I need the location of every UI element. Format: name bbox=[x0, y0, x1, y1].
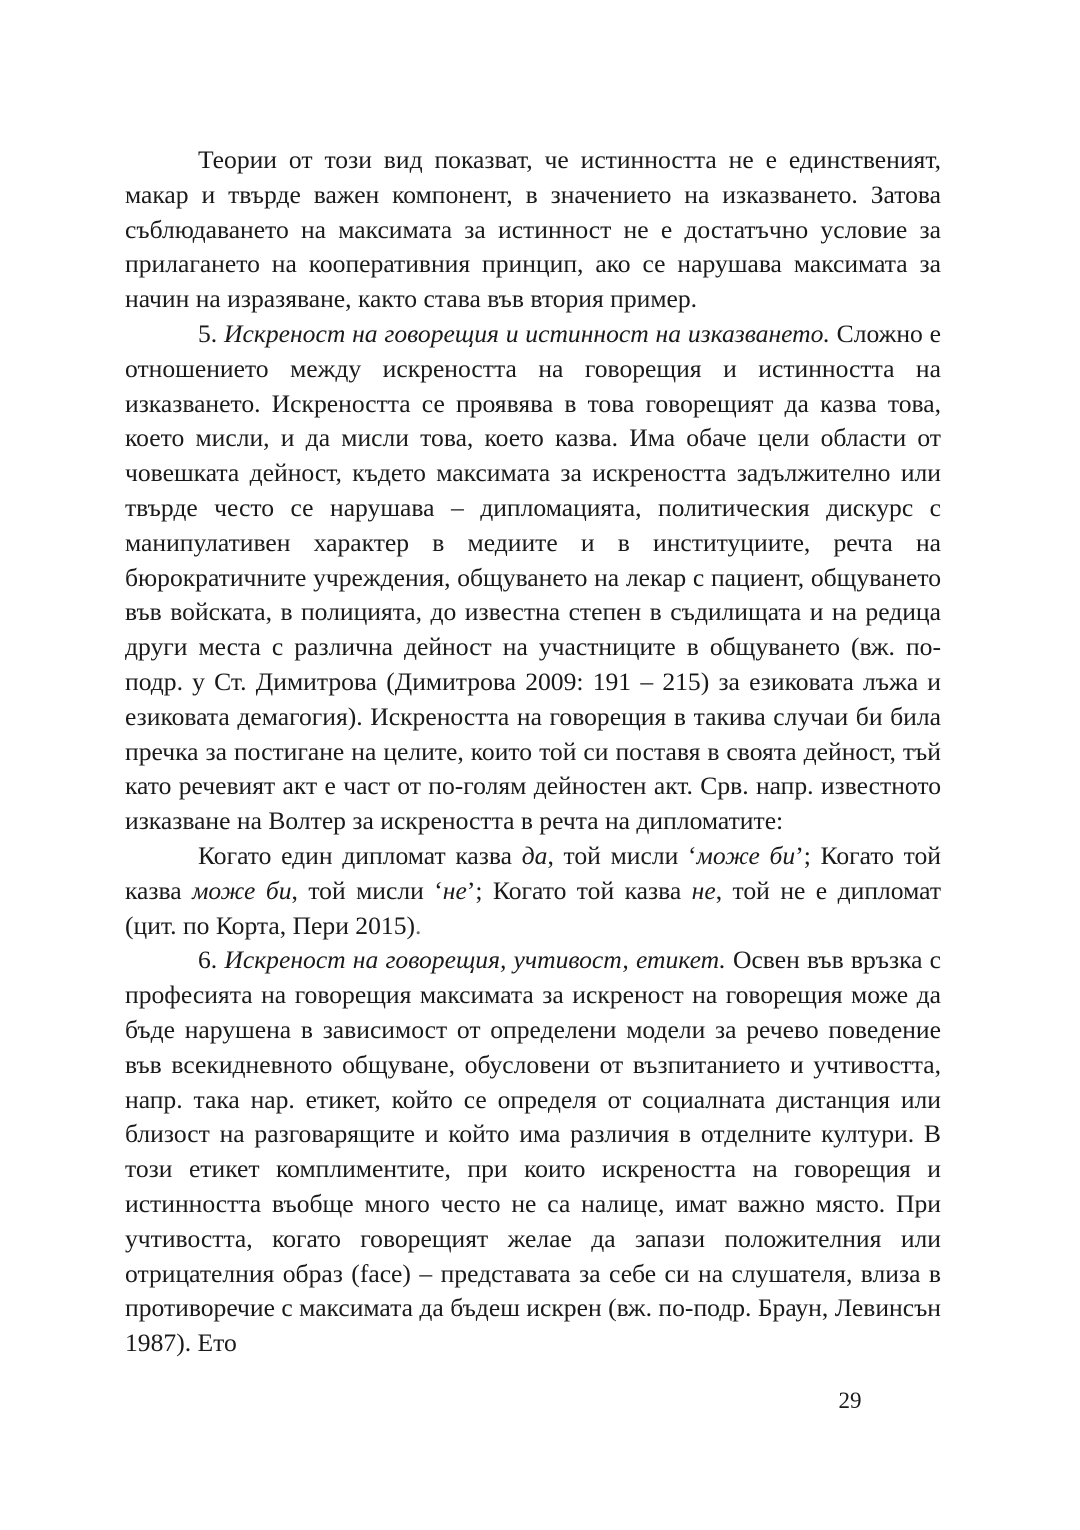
section-heading: Искреност на говорещия, учтивост, етикет. bbox=[224, 945, 726, 975]
quote-end-mark: . bbox=[415, 910, 422, 940]
page-number: 29 bbox=[838, 1388, 862, 1413]
quote-text: Когато един дипломат казва bbox=[198, 840, 522, 870]
quote-italic: може би bbox=[696, 840, 796, 870]
quote-italic: може би bbox=[192, 875, 292, 905]
paragraph-text: Освен във връзка с професията на говорещия максимата за искреност на говорещия може да бъде нарушена в зависимост от определени модели за речево поведение във всекидневното общуване, обусловени от възпитанието и учтивостта, напр. така нар. етикет, който се определя от социалната дистанция или близост на разговарящите и който има различия в отделните култури. В този етикет комплиментите, при които искреността на говорещия и истинността въобще много често не са налице, имат важно място. При учтивостта, когато говорещият желае да запази положителния или отрицателния образ (face) – представата за себе си на слушателя, влиза в противоречие с максимата да бъдеш искрен (вж. по-подр. Браун, Левинсън 1987). Ето bbox=[125, 945, 941, 1358]
quote-text: ’; Когато той казва bbox=[125, 840, 941, 905]
document-body bbox=[125, 143, 941, 1361]
section-heading: Искреност на говорещия и истинност на изказването. bbox=[224, 318, 830, 348]
quote-text: ’; Когато той казва bbox=[466, 875, 692, 905]
quote-text: , той не е дипломат (цит. по Корта, Пери 2015) bbox=[125, 875, 942, 940]
quote-italic: не bbox=[691, 875, 716, 905]
quote-italic: да bbox=[521, 840, 548, 870]
diplomat-quote bbox=[125, 839, 941, 943]
paragraph-text: Теории от този вид показват, че истинността не е единственият, макар и твърде важен компонент, в значението на изказването. Затова съблюдаването на максимата за истинност не е достатъчно условие за прилагането на кооперативния принцип, ако се нарушава максимата за начин на изразяване, както става във втория пример. bbox=[125, 145, 941, 314]
paragraph-sincerity-truth bbox=[125, 317, 941, 839]
paragraph-sincerity-politeness bbox=[125, 943, 941, 1361]
quote-italic: не bbox=[442, 875, 467, 905]
section-number: 6. bbox=[198, 945, 218, 975]
quote-text: , той мисли ‘ bbox=[547, 840, 697, 870]
quote-text: , той мисли ‘ bbox=[291, 875, 443, 905]
paragraph-truthfulness-theories bbox=[125, 143, 941, 317]
section-number: 5. bbox=[198, 318, 218, 348]
paragraph-text: Сложно е отношението между искреността на говорещия и истинността на изказването. Искреността се проявява в това говорещият да казва това, което мисли, и да мисли това, което казва. Има обаче цели области от човешката дейност, където максимата за искреността задължително или твърде често се нарушава – дипломацията, политическия дискурс с манипулативен характер в медиите и в институциите, речта на бюрократичните учреждения, общуването на лекар с пациент, общуването във войската, в полицията, до известна степен в съдилищата и на редица други места с различна дейност на участниците в общуването (вж. по-подр. у Ст. Димитрова (Димитрова 2009: 191 – 215) за езиковата лъжа и езиковата демагогия). Искреността на говорещия в такива случаи би била пречка за постигане на целите, които той си поставя в своята дейност, тъй като речевият акт е част от по-голям дейностен акт. Срв. напр. известното изказване на Волтер за искреността в речта на дипломатите: bbox=[125, 318, 941, 836]
